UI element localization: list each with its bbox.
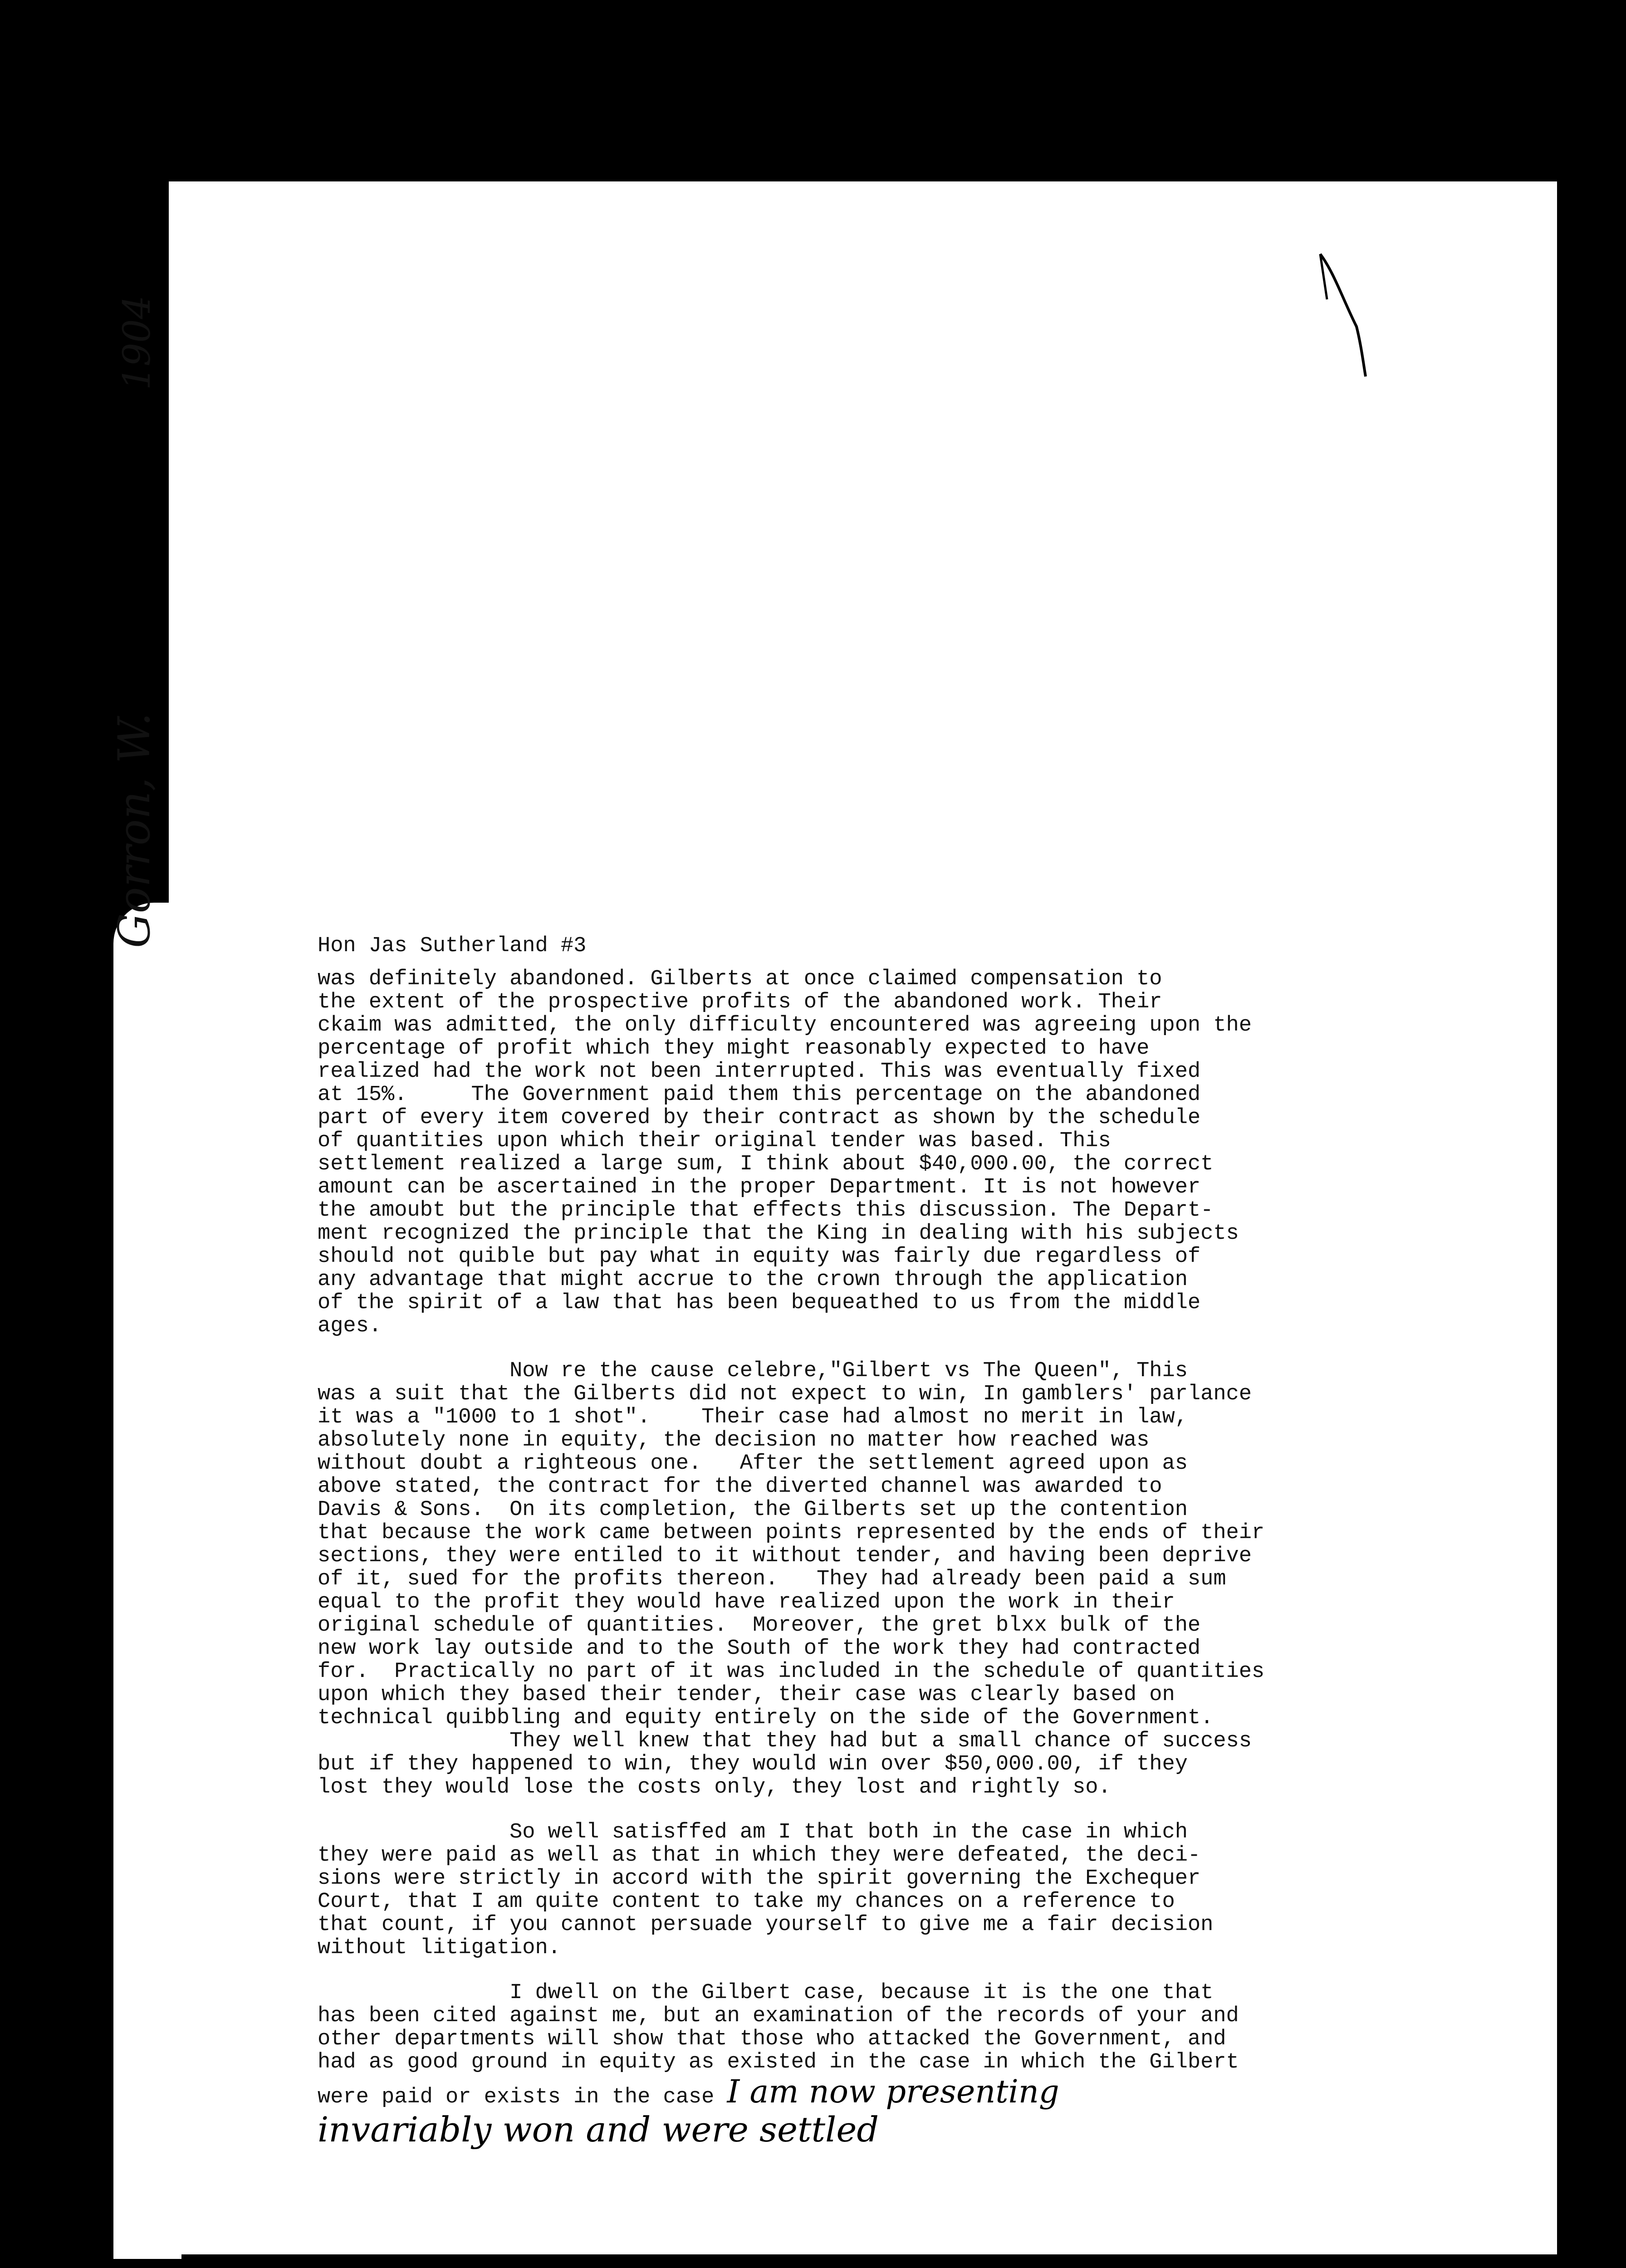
letter-paragraph bbox=[318, 1981, 1361, 2109]
text-line: equal to the profit they would have realized upon the work in their bbox=[318, 1590, 1175, 1614]
text-line: They well knew that they had but a small chance of success bbox=[318, 1729, 1252, 1753]
text-line: So well satisffed am I that both in the case in which bbox=[318, 1820, 1188, 1844]
text-line: they were paid as well as that in which they were defeated, the deci- bbox=[318, 1843, 1201, 1867]
text-line: has been cited against me, but an examination of the records of your and bbox=[318, 2004, 1239, 2028]
text-line: original schedule of quantities. Moreover, the gret blxx bulk of the bbox=[318, 1613, 1201, 1637]
text-line: for. Practically no part of it was included in the schedule of quantities bbox=[318, 1660, 1265, 1684]
pencil-mark bbox=[1316, 245, 1370, 381]
text-line: without doubt a righteous one. After the settlement agreed upon as bbox=[318, 1452, 1188, 1476]
text-line: percentage of profit which they might reasonably expected to have bbox=[318, 1036, 1150, 1061]
text-line: it was a "1000 to 1 shot". Their case had almost no merit in law, bbox=[318, 1405, 1188, 1429]
text-line: settlement realized a large sum, I think about $40,000.00, the correct bbox=[318, 1152, 1214, 1176]
text-line: the extent of the prospective profits of the abandoned work. Their bbox=[318, 990, 1162, 1014]
text-line: ckaim was admitted, the only difficulty encountered was agreeing upon the bbox=[318, 1013, 1252, 1037]
letter-paragraph bbox=[318, 968, 1361, 1338]
text-line: that because the work came between points represented by the ends of their bbox=[318, 1521, 1265, 1545]
text-line: other departments will show that those who attacked the Government, and bbox=[318, 2027, 1226, 2051]
text-line: Now re the cause celebre,"Gilbert vs The Queen", This bbox=[318, 1359, 1188, 1383]
text-line: Court, that I am quite content to take my chances on a reference to bbox=[318, 1890, 1175, 1914]
text-line: were paid or exists in the case I am now presenting bbox=[318, 2073, 1059, 2110]
letter-paragraph bbox=[318, 1359, 1361, 1799]
text-line: any advantage that might accrue to the crown through the application bbox=[318, 1268, 1188, 1292]
text-line: technical quibbling and equity entirely on the side of the Government. bbox=[318, 1706, 1214, 1730]
handwritten-inline: I am now presenting bbox=[727, 2073, 1059, 2110]
text-line: above stated, the contract for the diverted channel was awarded to bbox=[318, 1475, 1162, 1499]
text-line: lost they would lose the costs only, they lost and rightly so. bbox=[318, 1775, 1111, 1799]
letter-heading: Hon Jas Sutherland #3 bbox=[318, 934, 587, 958]
text-line: ment recognized the principle that the King in dealing with his subjects bbox=[318, 1222, 1239, 1246]
letter-paragraphs bbox=[318, 968, 1361, 2109]
text-line: absolutely none in equity, the decision no matter how reached was bbox=[318, 1428, 1150, 1452]
text-line: upon which they based their tender, their case was clearly based on bbox=[318, 1683, 1175, 1707]
text-line: should not quible but pay what in equity was fairly due regardless of bbox=[318, 1245, 1201, 1269]
text-line: had as good ground in equity as existed in the case in which the Gilbert bbox=[318, 2050, 1239, 2074]
document-page-tab bbox=[113, 903, 181, 2259]
text-line: at 15%. The Government paid them this percentage on the abandoned bbox=[318, 1083, 1201, 1107]
text-line: of quantities upon which their original tender was based. This bbox=[318, 1129, 1111, 1153]
text-line: the amoubt but the principle that effects this discussion. The Depart- bbox=[318, 1198, 1214, 1222]
margin-name-note: Gorron, W. bbox=[109, 712, 160, 948]
text-line: I dwell on the Gilbert case, because it is the one that bbox=[318, 1981, 1214, 2005]
paragraph-gap bbox=[318, 1960, 1361, 1981]
letter-body bbox=[318, 934, 1361, 2150]
margin-year-note: 1904 bbox=[116, 295, 159, 390]
text-line: was definitely abandoned. Gilberts at once claimed compensation to bbox=[318, 967, 1162, 991]
text-line: was a suit that the Gilberts did not expect to win, In gamblers' parlance bbox=[318, 1382, 1252, 1406]
text-line: of it, sued for the profits thereon. They had already been paid a sum bbox=[318, 1567, 1226, 1591]
text-line: sions were strictly in accord with the spirit governing the Exchequer bbox=[318, 1867, 1201, 1891]
text-line: sections, they were entiled to it without tender, and having been deprive bbox=[318, 1544, 1252, 1568]
text-line: but if they happened to win, they would win over $50,000.00, if they bbox=[318, 1752, 1188, 1776]
letter-paragraph bbox=[318, 1821, 1361, 1960]
paragraph-gap bbox=[318, 1799, 1361, 1821]
handwritten-line: invariably won and were settled bbox=[318, 2109, 879, 2150]
text-line: without litigation. bbox=[318, 1936, 561, 1960]
text-line: that count, if you cannot persuade yourself to give me a fair decision bbox=[318, 1913, 1214, 1937]
text-line: new work lay outside and to the South of the work they had contracted bbox=[318, 1637, 1201, 1661]
text-line: of the spirit of a law that has been bequeathed to us from the middle bbox=[318, 1291, 1201, 1315]
paragraph-gap bbox=[318, 1338, 1361, 1359]
text-line: ages. bbox=[318, 1314, 382, 1338]
text-line: amount can be ascertained in the proper Department. It is not however bbox=[318, 1175, 1201, 1199]
text-line: realized had the work not been interrupted. This was eventually fixed bbox=[318, 1060, 1201, 1084]
text-line: part of every item covered by their contract as shown by the schedule bbox=[318, 1106, 1201, 1130]
text-line: Davis & Sons. On its completion, the Gilberts set up the contention bbox=[318, 1498, 1188, 1522]
